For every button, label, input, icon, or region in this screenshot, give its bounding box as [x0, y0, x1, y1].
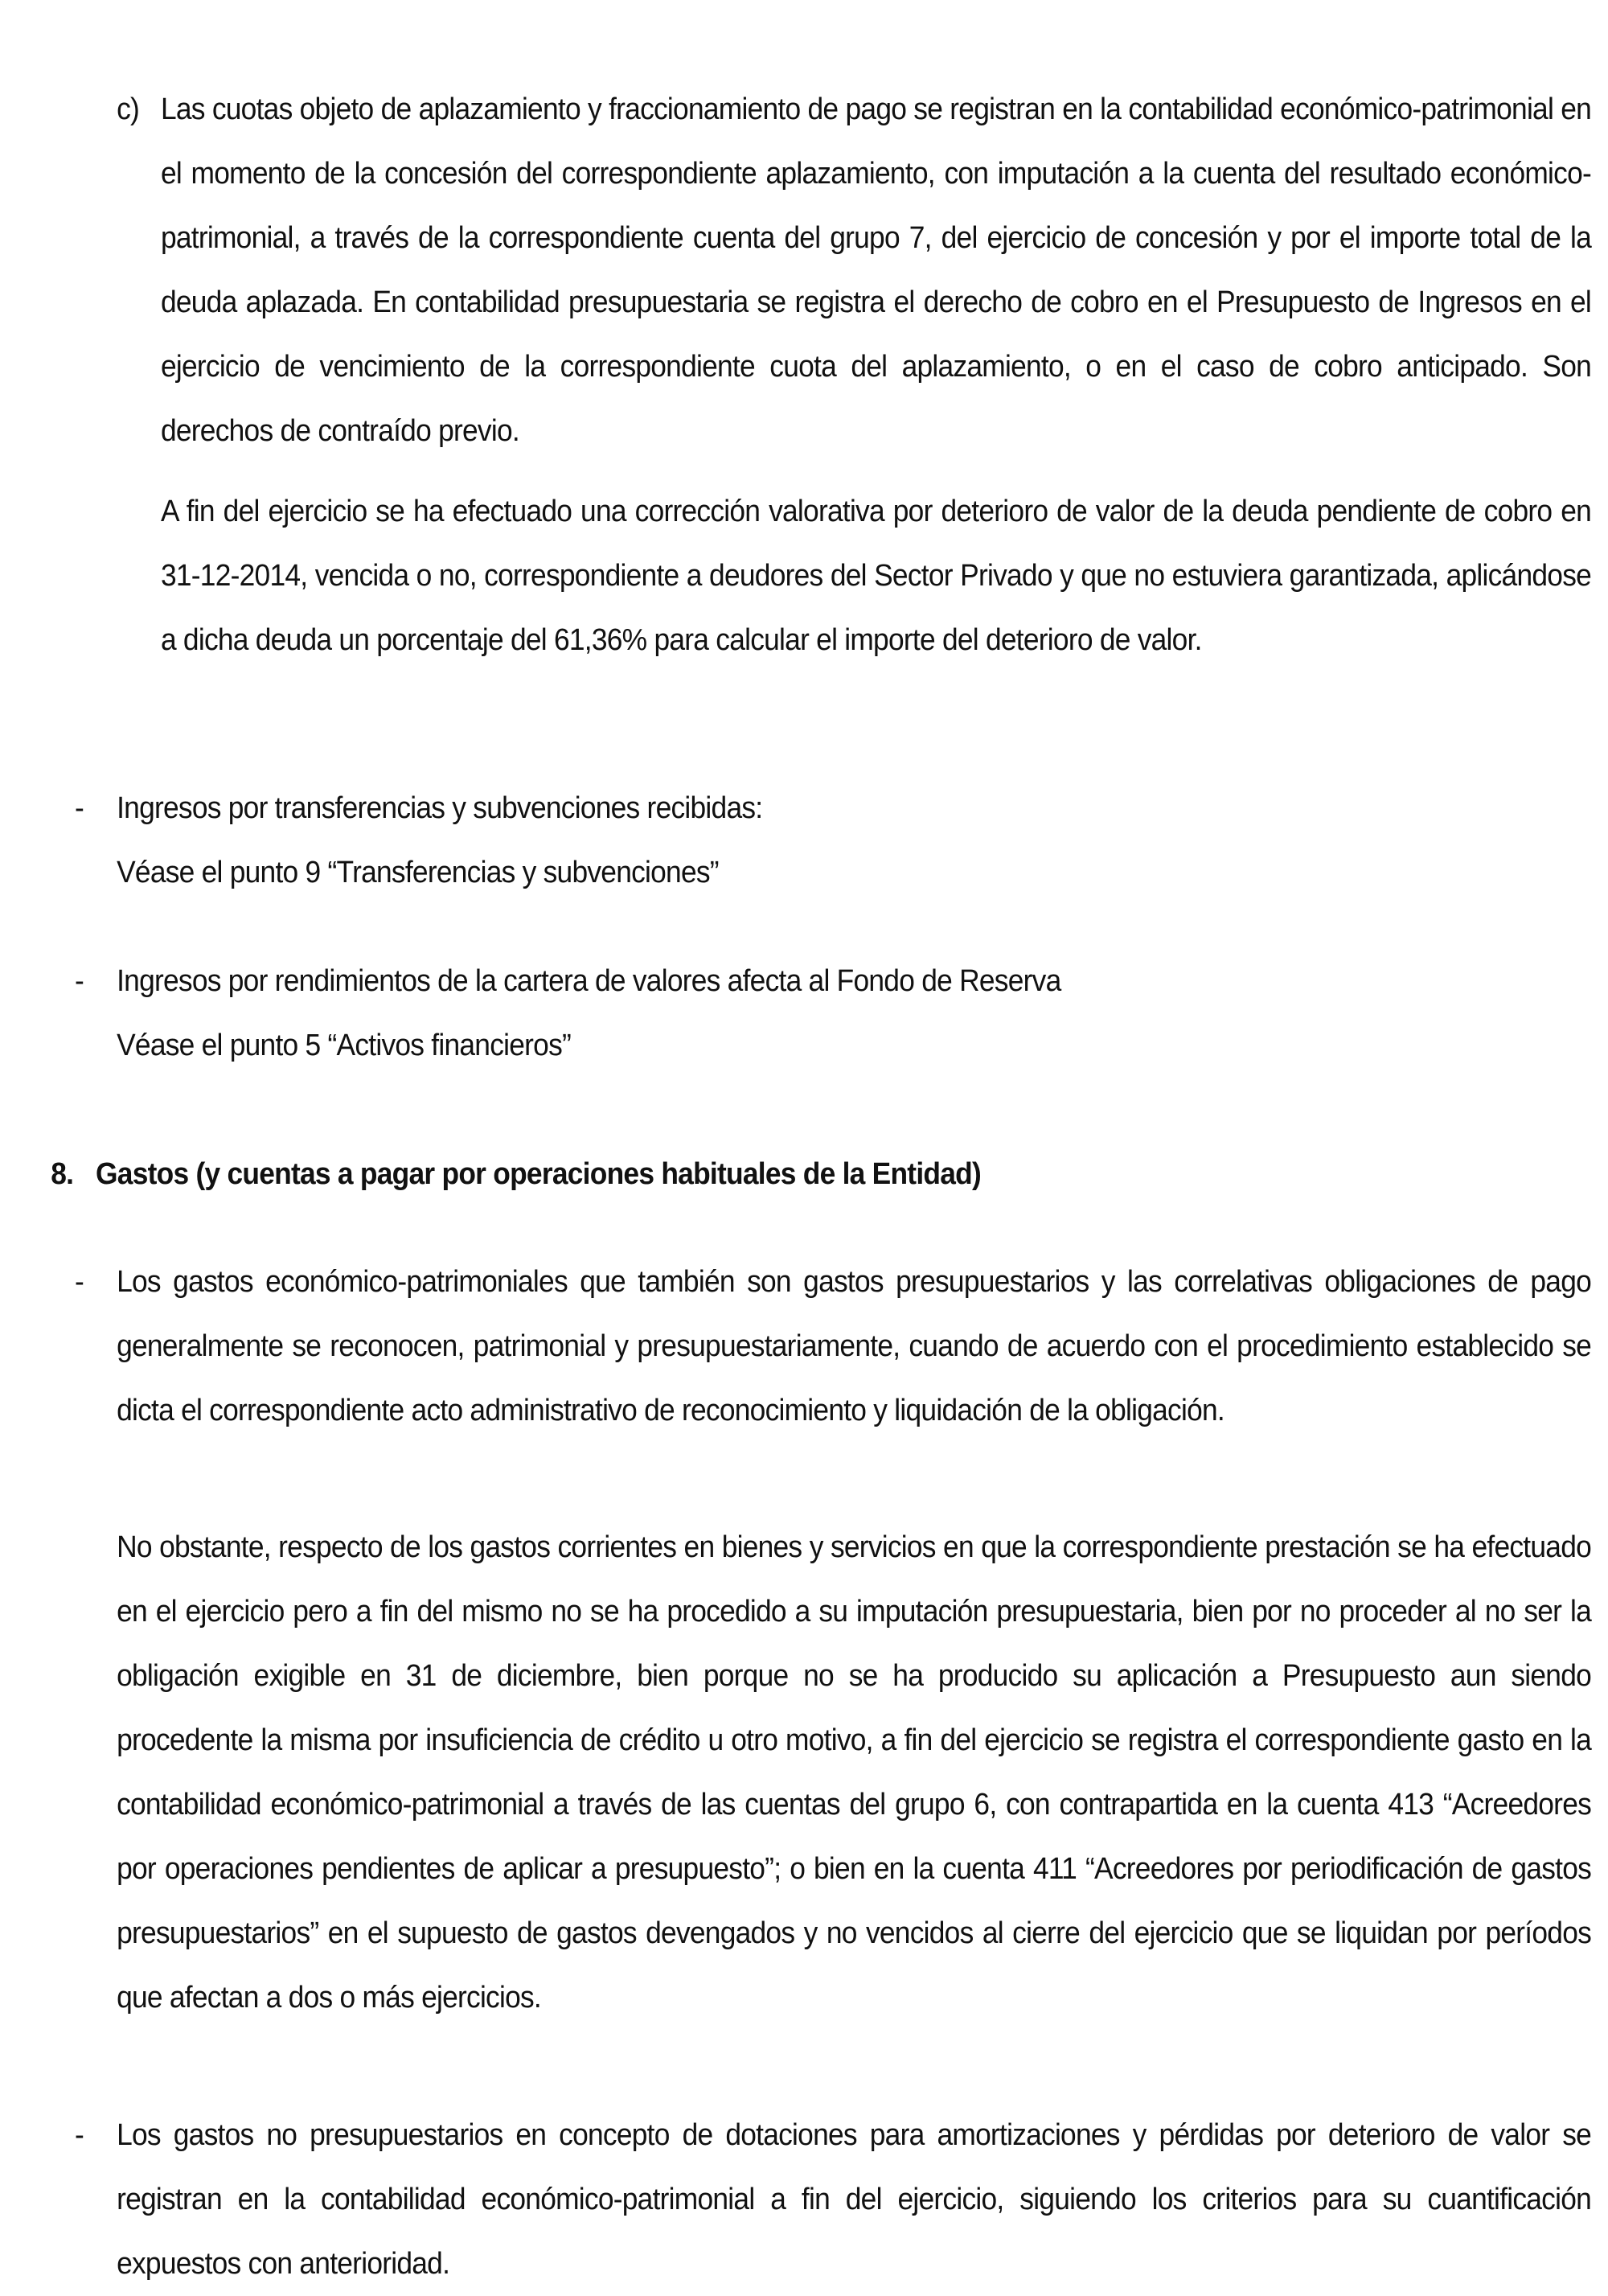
gastos-presupuestarios-text-2: No obstante, respecto de los gastos corrientes en bienes y servicios en que la correspondiente prestación se ha efectuado en el ejercicio pero a fin del mismo no se ha procedido a su imputación presupuestaria, bien por no proceder al no ser la obligación exigible en 31 de diciembre, bien porque no se ha producido su aplicación a Presupuesto aun siendo procedente la misma por insuficiencia de crédito u otro motivo, a fin del ejercicio se registra el correspondiente gasto en la contabilidad económico-patrimonial a través de las cuentas del grupo 6, con contrapartida en la cuenta 413 “Acreedores por operaciones pendientes de aplicar a presupuesto”; o bien en la cuenta 411 “Acreedores por periodificación de gastos presupuestarios” en el supuesto de gastos devengados y no vencidos al cierre del ejercicio que se liquidan por períodos que afectan a dos o más ejercicios.	[117, 1530, 1592, 2015]
item-c-text-2: A fin del ejercicio se ha efectuado una corrección valorativa por deterioro de valor de la deuda pendiente de cobro en 31-12-2014, vencida o no, correspondiente a deudores del Sector Privado y que no estuviera garantizada, aplicándose a dicha deuda un porcentaje del 61,36% para calcular el importe del deterioro de valor.	[160, 495, 1592, 657]
bullet-transferencias	[117, 776, 1591, 905]
bullet-marker: -	[75, 1265, 84, 1299]
bullet-gastos-no-presupuestarios	[117, 2103, 1591, 2296]
bullet-cartera	[117, 949, 1591, 1078]
list-marker-c: c)	[117, 92, 140, 126]
gastos-presupuestarios-paragraph-2	[117, 1515, 1591, 2030]
bullet-transferencias-line2: Véase el punto 9 “Transferencias y subvenciones”	[117, 856, 719, 889]
item-c-paragraph	[161, 77, 1591, 463]
item-c-paragraph-2	[161, 479, 1591, 672]
bullet-cartera-line2: Véase el punto 5 “Activos financieros”	[117, 1029, 572, 1062]
bullet-marker: -	[75, 2118, 84, 2152]
bullet-cartera-line1: Ingresos por rendimientos de la cartera de valores afecta al Fondo de Reserva	[117, 964, 1061, 998]
bullet-transferencias-line1: Ingresos por transferencias y subvenciones recibidas:	[117, 791, 763, 825]
bullet-gastos-presupuestarios	[117, 1250, 1591, 1443]
bullet-marker: -	[75, 964, 84, 998]
section-title: Gastos (y cuentas a pagar por operaciones habituales de la Entidad)	[96, 1157, 982, 1191]
bullet-marker: -	[75, 791, 84, 825]
item-c-text: Las cuotas objeto de aplazamiento y fraccionamiento de pago se registran en la contabilidad económico-patrimonial en el momento de la concesión del correspondiente aplazamiento, con imputación a la cuenta del resultado económico-patrimonial, a través de la correspondiente cuenta del grupo 7, del ejercicio de concesión y por el importe total de la deuda aplazada. En contabilidad presupuestaria se registra el derecho de cobro en el Presupuesto de Ingresos en el ejercicio de vencimiento de la correspondiente cuota del aplazamiento, o en el caso de cobro anticipado. Son derechos de contraído previo.	[160, 92, 1592, 448]
section-number: 8.	[51, 1157, 74, 1191]
gastos-presupuestarios-text: Los gastos económico-patrimoniales que también son gastos presupuestarios y las correlativas obligaciones de pago generalmente se reconocen, patrimonial y presupuestariamente, cuando de acuerdo con el procedimiento establecido se dicta el correspondiente acto administrativo de reconocimiento y liquidación de la obligación.	[117, 1265, 1592, 1427]
gastos-no-presupuestarios-text: Los gastos no presupuestarios en concepto de dotaciones para amortizaciones y pérdidas por deterioro de valor se registran en la contabilidad económico-patrimonial a fin del ejercicio, siguiendo los criterios para su cuantificación expuestos con anterioridad.	[117, 2118, 1592, 2281]
